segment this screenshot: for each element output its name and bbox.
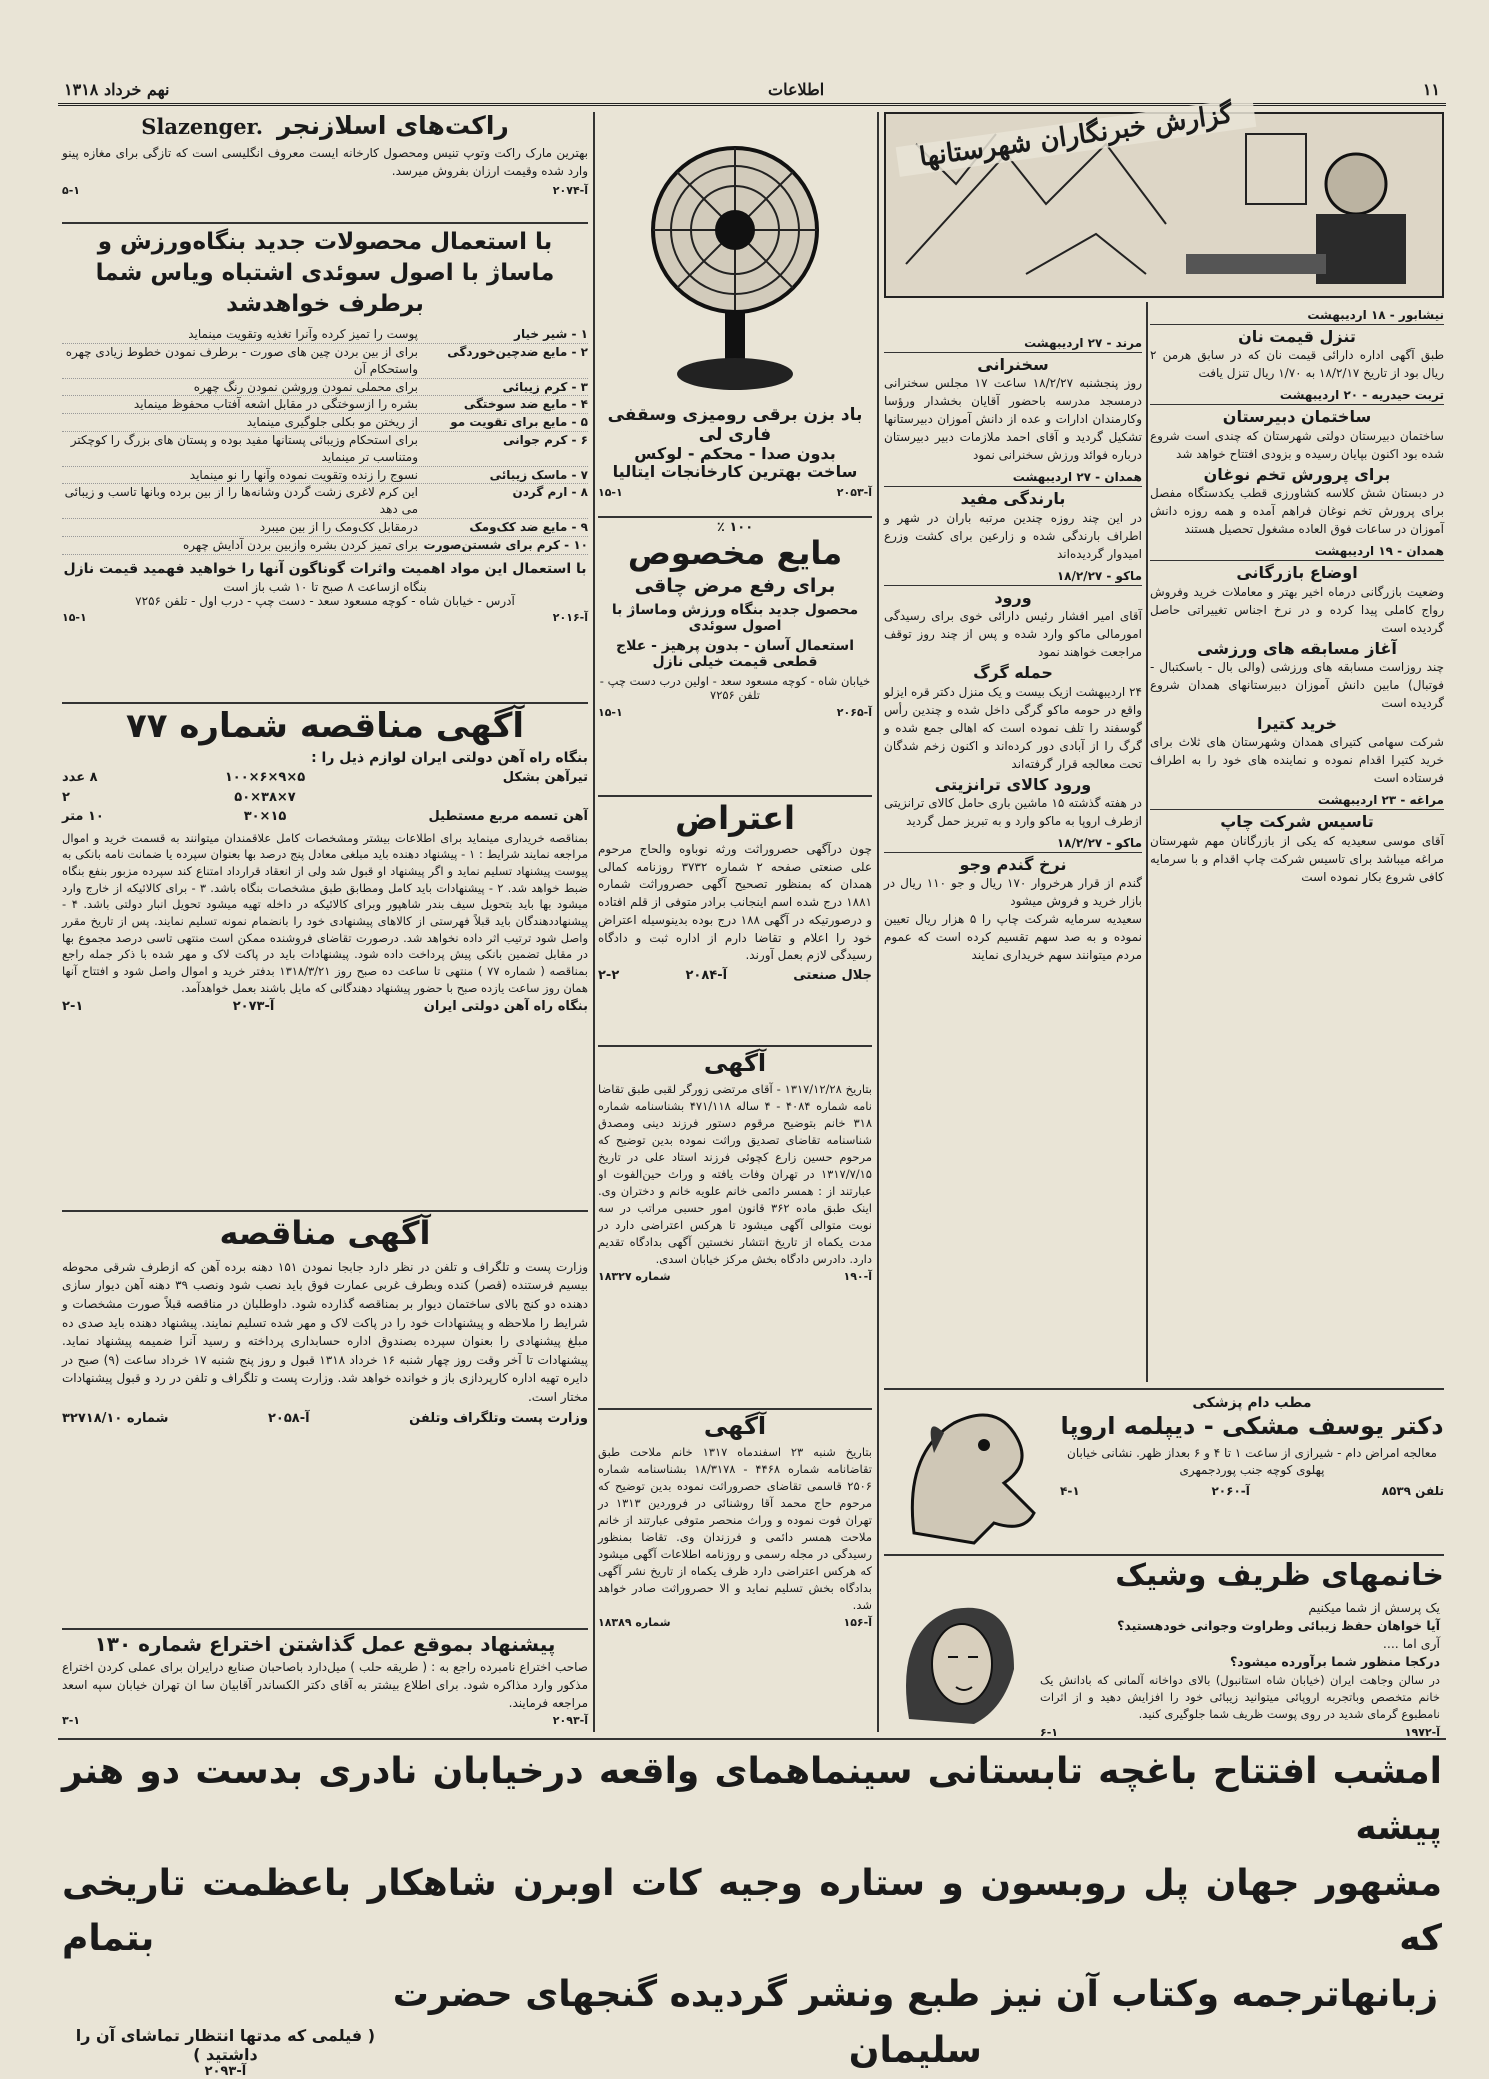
column-rule	[593, 112, 595, 1732]
cosmetics-item	[62, 432, 588, 467]
beauty-title: خانمهای ظریف وشیک	[1115, 1558, 1444, 1593]
beauty-answer: در سالن وجاهت ایران (خیابان شاه استانبول) بالای دواخانه آلمانی که بادانش یک خانم متخصص وباتجربه اروپائی میتوانید زیبائی خود را افزایش دهید و از اثرات نامطبوع گرمای شدید در روی پوست ظریف شما جلوگیری کنید.	[1040, 1672, 1440, 1721]
vet-hours: معالجه امراض دام - شیرازی از ساعت ۱ تا ۴ و ۶ بعداز ظهر. نشانی خیابان پهلوی کوچه جنب پوردجمهری	[1067, 1445, 1437, 1478]
cosmetics-item-name: ۷ - ماسک زیبائی	[489, 467, 588, 482]
rail-tender-title: آگهی مناقصه شماره ۷۷	[125, 706, 525, 746]
report-headline: تاسیس شرکت چاپ	[1220, 812, 1374, 832]
cosmetics-item	[62, 344, 588, 379]
ad-code: آ-۲۰۹۳	[204, 2063, 247, 2079]
ad-run: ۳-۱	[62, 1714, 80, 1728]
vet-doctor-ad	[884, 1393, 1444, 1551]
cosmetics-item	[62, 379, 588, 397]
cosmetics-item-name: ۱ - شیر خیار	[514, 327, 588, 342]
cinema-line-2: مشهور جهان پل روبسون و ستاره وجیه کات اوبرن شاهکار باعظمت تاریخی که بتمام	[62, 1862, 1442, 1960]
liquid-features: استعمال آسان - بدون پرهیز - علاج قطعی قیمت خیلی نازل	[616, 637, 854, 670]
divider	[62, 1628, 588, 1630]
post-tender-title: آگهی مناقصه	[219, 1214, 431, 1252]
cinema-ad	[62, 1744, 1442, 2079]
report-place: مرند - ۲۷ اردیبهشت	[884, 334, 1142, 353]
slazenger-brand: Slazenger.	[141, 114, 263, 139]
rail-item-name: تیرآهن بشکل	[502, 770, 588, 786]
fan-sub1: بدون صدا - محکم - لوکس	[634, 444, 836, 464]
divider	[62, 1210, 588, 1212]
fan-ad	[598, 112, 872, 512]
cosmetics-item	[62, 396, 588, 414]
beauty-salon-ad	[884, 1558, 1444, 1739]
report-headline: برای پرورش تخم نوغان	[1203, 464, 1391, 484]
post-signature: وزارت پست وتلگراف وتلفن	[409, 1410, 588, 1426]
notice-number: شماره ۱۸۳۲۷	[598, 1269, 671, 1283]
cosmetics-item-desc: از ریختن مو بکلی جلوگیری مینماید	[246, 415, 418, 430]
slazenger-title: راکت‌های اسلازنجر	[277, 111, 509, 140]
report-text: روز پنجشنبه ۱۸/۲/۲۷ ساعت ۱۷ مجلس سخنرانی درمسجد مدرسه باحضور آقایان بخشدار ورؤسا وکارمندان ادارات و عده از دانش آموزان دبیرستانها تشکیل گردید و آقای احمد ملازمات دبیر دبیرستان درباره فوائد ورزش سخنرانی نمود	[884, 376, 1142, 463]
report-place: ماکو - ۱۸/۲/۲۷	[884, 567, 1142, 586]
report-text: طبق آگهی اداره دارائی قیمت نان که در سابق هرمن ۲ ریال بود از تاریخ ۱۸/۲/۱۷ به ۱/۷۰ ریال تنزل یافت	[1150, 348, 1444, 381]
rail-signature: بنگاه راه آهن دولتی ایران	[423, 999, 588, 1015]
cosmetics-footer: با استعمال این مواد اهمیت واثرات گوناگون آنها را خواهید فهمید قیمت نازل	[63, 560, 587, 577]
cosmetics-hours: بنگاه ازساعت ۸ صبح تا ۱۰ شب باز است	[223, 579, 427, 594]
ad-code: آ-۲۰۵۸	[267, 1410, 310, 1426]
report-headline: ورود کالای ترانزیتی	[934, 774, 1092, 794]
rail-tender-items	[62, 768, 588, 827]
objection-signer: جلال صنعتی	[793, 968, 872, 984]
cosmetics-item-desc: برای از بین بردن چین های صورت - برطرف نمودن خطوط زیادی چهره واستحکام آن	[65, 344, 418, 376]
rail-tender-ad	[62, 707, 588, 1207]
report-headline: خرید کتیرا	[1256, 713, 1338, 733]
ad-run: ۱۵-۱	[598, 706, 623, 720]
cosmetics-item	[62, 467, 588, 485]
beauty-q1: یک پرسش از شما میکنیم	[1308, 1600, 1440, 1615]
cosmetics-item	[62, 484, 588, 519]
reports-banner	[884, 99, 1444, 298]
report-place: نیشابور - ۱۸ اردیبهشت	[1150, 306, 1444, 325]
dog-illustration	[884, 1393, 1054, 1547]
inheritance-notice-2	[598, 1413, 872, 1733]
cosmetics-item-desc: درمقابل کک‌ومک را از بین میبرد	[259, 519, 418, 534]
cinema-line-3: زبانهاترجمه وکتاب آن نیز طبع ونشر گردیده گنجهای حضرت سلیمان	[392, 1974, 1439, 2071]
rail-tender-body: بمناقصه خریداری مینماید برای اطلاعات بیشتر ومشخصات کامل علاقمندان میتوانند به قسمت خرید و اموال مراجعه نمایند شرایط : ۱ - پیشنهاد دهنده باید مبلغی معادل پنج درصد بها بعنوان سپرده یا ضمانت نامه بانکی به پیوست پیشنهاد تسلیم نماید و اگر پیشنهاد او قبول شد ولی از انعقاد قرارداد امتناع کند سپرده مزبور بنفع بنگاه ضبط خواهد شد. ۲ - پیشنهادات باید کامل ومطابق طبق مشخصات بنگاه باشد. ۳ - برای کالائیکه از خارج وارد میشود بها باید بتحویل سیف بندر شاهپور وبرای کالائیکه در داخله تهیه میشود تحویل انبار دولتی باشد. ۴ - پیشنهاددهندگان باید قبلاً فهرستی از کالاهای پیشنهادی خود را بانضمام نمونه تسلیم نمایند. پس از تاریخ مقرر واصل شود ترتیب اثر داده نخواهد شد. درصورت تقاضای فروشنده ممکن است منتهی تاسی درصد مجموع بها در مقابل تضمین بانکی پیش پرداخت داده شود. پیشنهادات باید در پاکت لاک و مهر شده با ذکر جمله راجع بمناقصه ( شماره ۷۷ ) منتهی تا ساعت ده صبح روز ۱۳۱۸/۳/۲۱ بدفتر خرید و اموال واصل شود و افتتاح آنها همان روز ساعت یازده صبح با حضور پیشنهاد دهندگانی که مایل باشند بعمل خواهدآمد.	[62, 830, 589, 995]
report-text: ۲۴ اردیبهشت ازیک بیست و یک منزل دکتر قره ایزلو واقع در حومه ماکو گرگی داخل شده و چندین رأس گوسفند را تلف نموده است که اهالی جمع شده و گرگ را از آبادی دور کرده‌اند و اکنون زخم شدگان تحت معالجه قرار گرفته‌اند	[884, 684, 1142, 771]
objection-body: چون درآگهی حصروراثت ورثه نوباوه والحاج مرحوم علی صنعتی صفحه ۲ شماره ۳۷۳۲ روزنامه کمالی همدان که بمنظور تصحیح آگهی حصروراثت شماره ۱۸۸۱ درج شده اسم اینجانب برادر متوفی از قلم افتاده و درصورتیکه در آگهی ۱۸۸ درج بوده بدینوسیله اعتراض خود را اعلام و تقاضا دارم از اداره ثبت و دادگاه رسیدگی لازم بعمل آورند.	[598, 841, 872, 963]
objection-notice	[598, 800, 872, 1042]
ad-run: ۶-۱	[1040, 1725, 1058, 1739]
cosmetics-ad	[62, 227, 588, 699]
ad-code: آ-۲۰۶۵	[836, 706, 872, 720]
rail-item-name: آهن تسمه مربع مستطیل	[428, 809, 588, 825]
divider	[598, 1045, 872, 1047]
ad-run: ۱۵-۱	[598, 485, 623, 499]
reports-column-right	[1150, 302, 1444, 1382]
divider	[598, 1408, 872, 1410]
notice2-title: آگهی	[703, 1412, 767, 1440]
fan-illustration	[598, 112, 872, 402]
cosmetics-item-desc: این کرم لاغری زشت گردن وشانه‌ها را از بین برده وبانها تاسب و زیبائی می دهد	[64, 485, 418, 517]
report-place: همدان - ۱۹ اردیبهشت	[1150, 542, 1444, 561]
cinema-line-1: امشب افتتاح باغچه تابستانی سینماهمای واقعه درخیابان نادری بدست دو هنر پیشه	[62, 1751, 1442, 1848]
beauty-q2: آیا خواهان حفظ زیبائی وطراوت وجوانی خودهستید؟	[1117, 1618, 1440, 1634]
vet-phone: تلفن ۸۵۳۹	[1381, 1484, 1444, 1499]
fan-title: باد بزن برقی رومیزی وسقفی فاری لی	[607, 405, 863, 445]
ad-code: آ-۲۰۶۰	[1211, 1484, 1250, 1499]
report-place: تربت حیدریه - ۲۰ اردیبهشت	[1150, 386, 1444, 405]
cosmetics-item-name: ۲ - مایع ضدچین‌خوردگی	[447, 344, 588, 359]
inheritance-notice-1	[598, 1050, 872, 1405]
ad-code: آ-۱۹۰	[843, 1269, 872, 1283]
ad-run: ۵-۱	[62, 184, 80, 198]
report-headline: ساختمان دبیرستان	[1222, 407, 1372, 427]
liquid-desc: محصول جدید بنگاه ورزش وماساژ با اصول سوئدی	[611, 601, 859, 634]
reports-banner-title: گزارش خبرنگاران شهرستانها	[896, 97, 1257, 177]
cosmetics-item-desc: نسوج را زنده وتقویت نموده وآنها را نو مینماید	[189, 467, 418, 482]
vet-label: مطب دام پزشکی	[1192, 1395, 1312, 1411]
fan-sub2: ساخت بهترین کارخانجات ایتالیا	[612, 462, 858, 482]
notice1-body: بتاریخ ۱۳۱۷/۱۲/۲۸ - آقای مرتضی زورگر لقبی طبق تقاضا نامه شماره ۴۰۸۴ - ۴ ساله ۴۷۱/۱۱۸ بشناسنامه شماره ۳۱۸ خانم بتوضیح مرقوم دستور فرزند دینی ومصدق شناسنامه تقاضای تصدیق وراثت نموده بدین توضیح که مرحوم حسین زارع کچوئی فرزند استاد علی در تاریخ ۱۳۱۷/۷/۱۵ در تهران وفات یافته و وراث حین‌الفوت او عبارتند از : همسر دائمی خانم علویه خانم و دختران وی. اینک طبق ماده ۳۶۲ قانون امور حسبی مراتب در سه نوبت متوالی آگهی میشود تا هرکس اعتراضی دارد در مدت یکماه از تاریخ انتشار نخستین آگهی بدادگاه تقدیم دارد. دادرس دادگاه بخش مرکز خیابان اسدی.	[598, 1081, 873, 1266]
slazenger-body: بهترین مارک راکت وتوپ تنیس ومحصول کارخانه ایست معروف انگلیسی است که تازگی برای مغازه پینو وارد شده وقیمت ارزان بفروش میرسد.	[62, 145, 588, 178]
cosmetics-item-name: ۴ - مایع ضد سوختگی	[463, 397, 588, 412]
page-number: ۱۱	[1422, 80, 1440, 99]
report-text: آقای امیر افشار رئیس دارائی خوی برای رسیدگی امورمالی ماکو وارد شده و پس از چند روز توقف مراجعت خواهند نمود	[884, 609, 1142, 660]
patent-title: پیشنهاد بموقع عمل گذاشتن اختراع شماره ۱۳۰	[94, 1632, 556, 1656]
reports-column-left	[884, 330, 1142, 1385]
report-text: در دبستان شش کلاسه کشاورزی قطب یکدستگاه مفصل برای پرورش تخم نوغان فراهم آمده و همه روزه دانش آموزان در ساعات فوق العاده مشغول تحصیل هستند	[1150, 486, 1444, 537]
ad-run: ۲-۱	[62, 999, 84, 1015]
report-text: ساختمان دبیرستان دولتی شهرستان که چندی است شروع شده بود اکنون بپایان رسیده و بزودی افتتاح خواهد شد	[1150, 428, 1444, 461]
paper-name: اطلاعات	[768, 80, 825, 99]
rail-tender-intro: بنگاه راه آهن دولتی ایران لوازم ذیل را :	[311, 750, 588, 767]
ad-code: آ-۲۰۸۴	[685, 968, 728, 984]
report-headline: تنزل قیمت نان	[1238, 327, 1356, 346]
report-text: آقای موسی سعیدیه که یکی از بازرگانان مهم شهرستان مراغه میباشد برای تاسیس شرکت چاپ اقدام و با سرمایه کافی شروع بکار نموده است	[1150, 833, 1444, 884]
report-headline: اوضاع بازرگانی	[1236, 563, 1358, 583]
beauty-q4: درکجا منظور شما برآورده میشود؟	[1230, 1654, 1440, 1670]
cosmetics-item-name: ۸ - ارم گردن	[512, 485, 588, 500]
report-headline: نرخ گندم وجو	[959, 854, 1067, 874]
divider	[598, 516, 872, 518]
divider	[62, 222, 588, 224]
cosmetics-address: آدرس - خیابان شاه - کوچه مسعود سعد - دست چپ - درب اول - تلفن ۷۲۵۶	[135, 593, 515, 608]
cosmetics-item-desc: برای محملی نمودن وروشن نمودن رنگ چهره	[193, 379, 418, 394]
cinema-note: ( فیلمی که مدتها انتظار تماشای آن را داشتید )	[75, 2025, 376, 2064]
cosmetics-item-desc: برای استحکام وزیبائی پستانها مفید بوده و پستان های بزرگ را کوچکتر ومتناسب تر مینماید	[70, 432, 418, 464]
post-tender-body: وزارت پست و تلگراف و تلفن در نظر دارد جابجا نمودن ۱۵۱ دهنه برده آهن که ازطرف شرقی محوطه بیسیم فرستنده (قصر) کنده وبطرف غربی عمارت فوق باید نصب شود ونصب ۳۹ دهنه آهن دیوار سازی دهنده دو کنج بالای ساختمان دیوار بر بمناقصه گذارده شود. داوطلبان در مناقصه قبلاً صورت مشخصات و شرایط را ملاحظه و پیشنهادات خود را در پاکت لاک و مهر شده تسلیم نمایند. پیشنهاد دهنده باید صدی ده مبلغ پیشنهادی را بعنوان سپرده بصندوق اداره حسابداری پرداخته و رسید آنرا ضمیمه پیشنهاد نماید. پیشنهادات تا آخر وقت روز چهار شنبه ۱۶ خرداد ۱۳۱۸ قبول و روز پنج شنبه ۱۷ خرداد ساعت (۹) صبح در دایره تهیه اداره کارپردازی باز و خوانده خواهد شد. وزارت پست و تلگراف و تلفن در رد و قبول پیشنهادات مختار است.	[62, 1259, 588, 1404]
report-place: مراغه - ۲۳ اردیبهشت	[1150, 791, 1444, 810]
cosmetics-item	[62, 519, 588, 537]
report-headline: آغاز مسابقه های ورزشی	[1197, 638, 1397, 658]
rail-item-size: ۵۰×۳۸×۷	[234, 789, 296, 805]
report-text: وضعیت بازرگانی درماه اخیر بهتر و معاملات خرید وفروش رواج کاملی پیدا کرده و در نرخ اجناس تغییراتی حاصل گردیده است	[1150, 584, 1444, 635]
cosmetics-list	[62, 326, 588, 554]
cosmetics-headline: با استعمال محصولات جدید بنگاه‌ورزش و ماساژ با اصول سوئدی اشتباه ویاس شما برطرف خواهدشد	[95, 229, 555, 318]
beauty-q3: آری اما ....	[1382, 1636, 1440, 1652]
ad-code: آ-۲۰۷۴	[552, 184, 588, 198]
objection-title: اعتراض	[675, 799, 795, 837]
divider	[598, 795, 872, 797]
notice2-body: بتاریخ شنبه ۲۳ اسفندماه ۱۳۱۷ خانم ملاحت طبق تقاضانامه شماره ۴۴۶۸ - ۱۸/۳۱۷۸ بشناسنامه شماره ۲۵۰۶ قاسمی تقاضای حصروراثت نموده بدین توضیح که مرحوم حاج محمد آقا روشنائی در فروردین ۱۳۱۳ در تهران فوت نموده و وراث منحصر متوفی عبارتند از خانم ملاحت همسر دائمی و فرزندان وی. تقاضا بمنظور رسیدگی در مجله رسمی و روزنامه اطلاعات آگهی میشود که هرکس اعتراضی دارد ظرف یکماه از تاریخ نشر آگهی بدادگاه بخش تسلیم نماید و الا حصروراثت صادر خواهد شد.	[598, 1444, 873, 1612]
slimming-liquid-ad	[598, 520, 872, 792]
report-text: گندم از قرار هرخروار ۱۷۰ ریال و جو ۱۱۰ ریال در بازار خرید و فروش میشود	[884, 876, 1143, 909]
patent-body: صاحب اختراع نامبرده راجع به : ( طریقه حلب ) میل‌دارد باصاحبان صنایع درایران برای عملی کردن اختراع مذکور وارد مذاکره شود. برای اطلاع بیشتر به آقای دکتر الکساندر آقابیان سا ان تهران خیابان سپه اسعد مراجعه فرمایند.	[62, 1660, 588, 1710]
liquid-title: مایع مخصوص	[627, 534, 843, 572]
cosmetics-item-desc: بشره را ازسوختگی در مقابل اشعه آفتاب محفوظ مینماید	[133, 397, 418, 412]
report-text: شرکت سهامی کتیرای همدان وشهرستان های ثلاث برای خرید کتیرا اقدام نموده و نماینده های خود را به اطراف فرستاده است	[1150, 735, 1444, 786]
notice-number: شماره ۱۸۳۸۹	[598, 1615, 671, 1629]
cosmetics-item	[62, 414, 588, 432]
divider	[884, 1554, 1444, 1556]
rail-item-qty: ۲	[62, 789, 70, 805]
report-headline: ورود	[994, 587, 1032, 607]
cosmetics-item-name: ۶ - کرم جوانی	[502, 432, 588, 447]
rail-item-name	[388, 788, 588, 808]
ad-run: ۴-۱	[1060, 1484, 1080, 1499]
rail-item-size: ۱۰۰×۶×۹×۵	[224, 770, 306, 786]
cosmetics-item-name: ۱۰ - کرم برای شستن‌صورت	[423, 537, 588, 552]
report-text: سعیدیه سرمایه شرکت چاپ را ۵ هزار ریال تعیین نموده و به صد سهم تقسیم کرده است که عموم مردم میتوانند سهم خریداری نمایند	[884, 912, 1142, 963]
rail-item-qty: ۱۰ متر	[62, 809, 104, 825]
cosmetics-item	[62, 537, 588, 555]
rail-tender-item	[62, 788, 588, 808]
post-tender-ad	[62, 1215, 588, 1625]
slazenger-ad	[62, 112, 588, 220]
divider	[62, 702, 588, 704]
rail-item-size: ۳۰×۱۵	[243, 809, 287, 825]
liquid-percent: ۱۰۰ ٪	[716, 520, 754, 535]
report-place: ماکو - ۱۸/۲/۲۷	[884, 834, 1142, 853]
ad-ref: شماره ۳۲۷۱۸/۱۰	[62, 1410, 169, 1426]
report-headline: سخنرانی	[977, 355, 1049, 374]
cosmetics-item-desc: برای تمیز کردن بشره وازبین بردن آدایش چهره	[183, 537, 418, 552]
rail-tender-item	[62, 768, 588, 788]
notice1-title: آگهی	[703, 1049, 767, 1077]
report-text: در این چند روزه چندین مرتبه باران در شهر و اطراف بارندگی شده و زارعین برای کشت وزرع امیدوار گردیده‌اند	[884, 510, 1142, 561]
cosmetics-item-name: ۵ - مایع برای تقویت مو	[450, 415, 588, 430]
ad-code: آ-۱۵۶	[843, 1615, 872, 1629]
report-headline: بارندگی مفید	[960, 489, 1066, 509]
rail-item-qty: ۸ عدد	[62, 770, 98, 786]
ad-code: آ-۱۹۷۲	[1404, 1725, 1440, 1739]
ad-code: آ-۲۰۹۳	[552, 1714, 588, 1728]
report-text: در هفته گذشته ۱۵ ماشین باری حامل کالای ترانزیتی ازطرف اروپا به ماکو وارد و به تبریز حمل گردید	[884, 795, 1142, 828]
ad-code: آ-۲۰۱۶	[552, 610, 588, 624]
cosmetics-item	[62, 326, 588, 344]
ad-code: آ-۲۰۵۳	[836, 485, 872, 499]
divider	[884, 1388, 1444, 1390]
ad-run: ۲-۲	[598, 968, 620, 984]
sub-column-rule	[1146, 302, 1148, 1382]
cosmetics-item-desc: پوست را تمیز کرده وآنرا تغذیه وتقویت مینماید	[188, 327, 418, 342]
vet-name: دکتر یوسف مشکی - دیپلمه اروپا	[1060, 1412, 1444, 1440]
liquid-sub: برای رفع مرض چاقی	[634, 574, 836, 597]
rail-tender-item	[62, 807, 588, 827]
woman-portrait-illustration	[884, 1589, 1034, 1731]
cosmetics-item-name: ۹ - مایع ضد کک‌ومک	[469, 519, 588, 534]
cosmetics-item-name: ۳ - کرم زیبائی	[502, 379, 588, 394]
ad-code: آ-۲۰۷۳	[232, 999, 275, 1015]
column-rule	[877, 112, 879, 1732]
report-text: چند روزاست مسابقه های ورزشی (والی بال - باسکتبال - فوتبال) مابین دانش آموزان دبیرستانهای همدان شروع گردیده است	[1150, 659, 1444, 710]
liquid-address: خیابان شاه - کوچه مسعود سعد - اولین درب دست چپ - تلفن ۷۲۵۶	[599, 674, 871, 703]
patent-ad	[62, 1633, 588, 1733]
report-headline: حمله گرگ	[973, 663, 1053, 683]
ad-run: ۱۵-۱	[62, 610, 87, 624]
issue-date: نهم خرداد ۱۳۱۸	[64, 80, 170, 99]
report-place: همدان - ۲۷ اردیبهشت	[884, 468, 1142, 487]
